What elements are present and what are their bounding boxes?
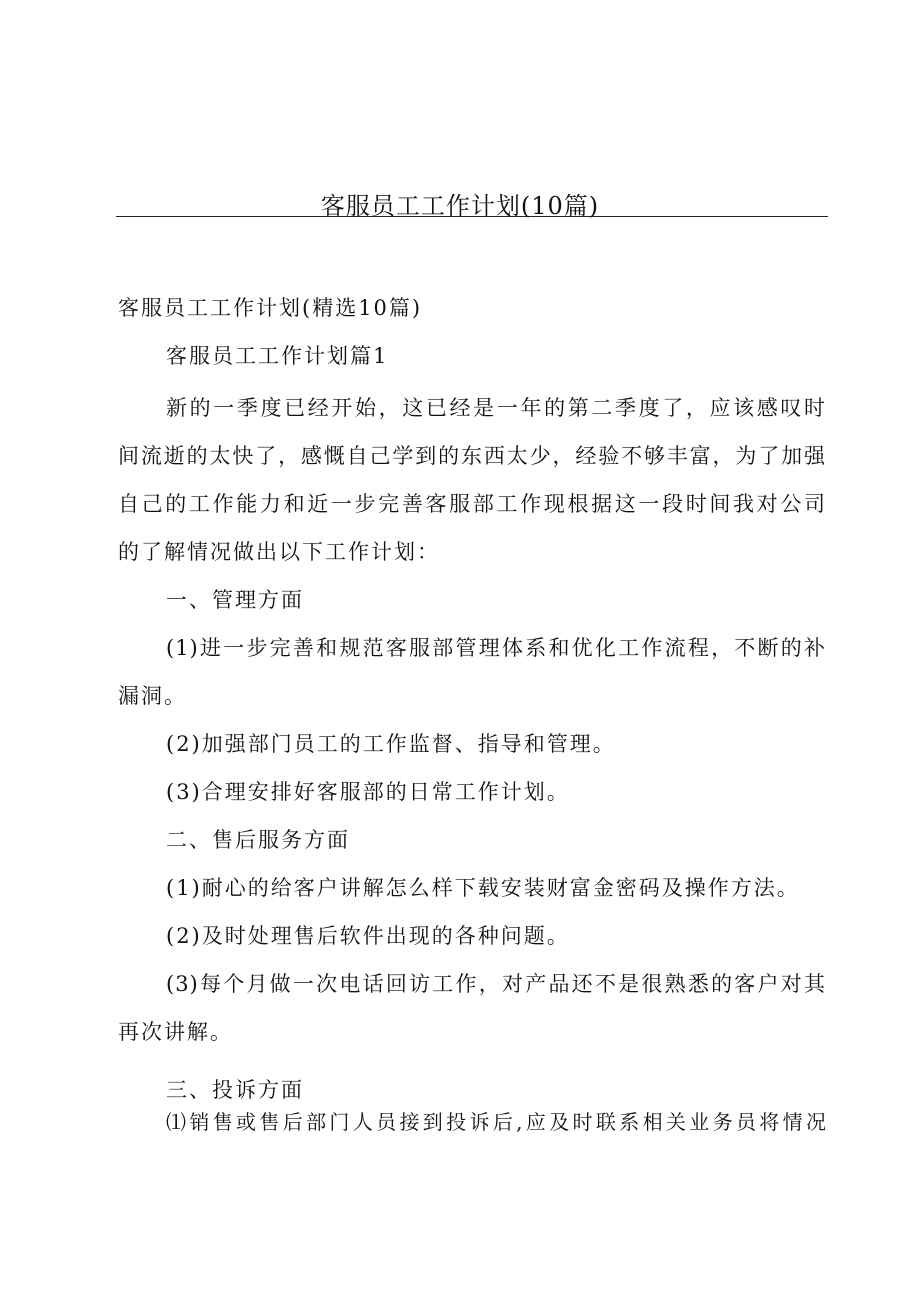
section-heading: 客服员工工作计划篇1 <box>166 344 389 368</box>
list-item: (2)加强部门员工的工作监督、指导和管理。 <box>166 732 616 756</box>
list-item-continuation: 再次讲解。 <box>118 1020 233 1044</box>
subheading-complaints: 三、投诉方面 <box>166 1078 304 1102</box>
list-item: (3)合理安排好客服部的日常工作计划。 <box>166 780 570 804</box>
subheading-management: 一、管理方面 <box>166 588 304 612</box>
list-item: (3)每个月做一次电话回访工作，对产品还不是很熟悉的客户对其 <box>166 972 826 996</box>
paragraph-line: 新的一季度已经开始，这已经是一年的第二季度了，应该感叹时 <box>166 396 826 420</box>
document-subtitle: 客服员工工作计划(精选10篇) <box>118 296 423 320</box>
list-item: (1)耐心的给客户讲解怎么样下载安装财富金密码及操作方法。 <box>166 876 800 900</box>
document-title: 客服员工工作计划(10篇) <box>320 192 600 220</box>
title-underline <box>116 216 828 217</box>
paragraph-line: 自己的工作能力和近一步完善客服部工作现根据这一段时间我对公司 <box>118 492 826 516</box>
paragraph-line: 间流逝的太快了，感慨自己学到的东西太少，经验不够丰富，为了加强 <box>118 444 826 468</box>
list-item-continuation: 漏洞。 <box>118 684 187 708</box>
subheading-after-sales: 二、售后服务方面 <box>166 828 350 852</box>
list-item: ⑴销售或售后部门人员接到投诉后,应及时联系相关业务员将情况 <box>166 1110 826 1134</box>
list-item: (2)及时处理售后软件出现的各种问题。 <box>166 924 570 948</box>
paragraph-line: 的了解情况做出以下工作计划： <box>118 540 440 564</box>
list-item: (1)进一步完善和规范客服部管理体系和优化工作流程，不断的补 <box>166 636 826 660</box>
